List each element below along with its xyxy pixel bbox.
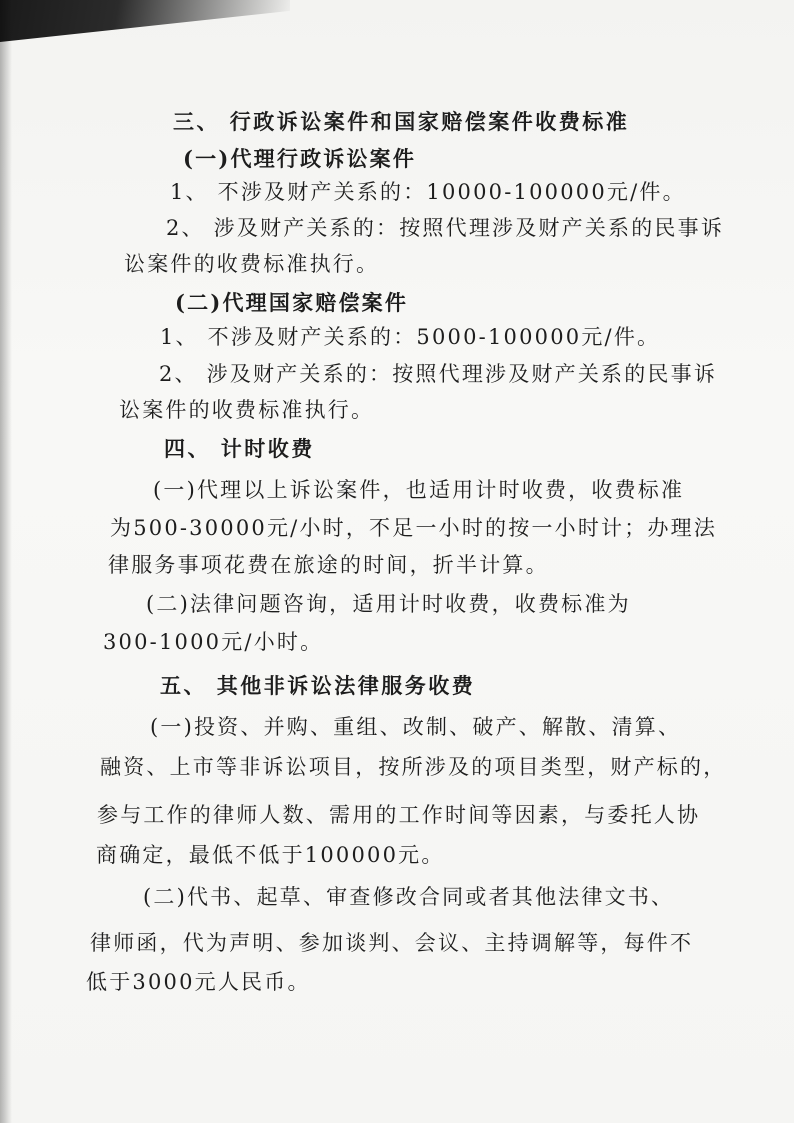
section-3-title: 三、 行政诉讼案件和国家赔偿案件收费标准 (173, 109, 630, 134)
section-5-para-2-line-1: (二)代书、起草、审查修改合同或者其他法律文书、 (143, 885, 675, 909)
section-5-title: 五、 其他非诉讼法律服务收费 (160, 673, 476, 698)
section-3-sub-1-title: (一)代理行政诉讼案件 (183, 146, 417, 171)
section-4-para-2-line-1: (二)法律问题咨询，适用计时收费，收费标准为 (146, 592, 631, 616)
section-3-sub-1-item-1: 1、 不涉及财产关系的：10000-100000元/件。 (170, 180, 686, 204)
section-5-para-2-line-2: 律师函，代为声明、参加谈判、会议、主持调解等，每件不 (90, 931, 694, 955)
section-3-sub-2-item-2-line-1: 2、 涉及财产关系的：按照代理涉及财产关系的民事诉 (159, 362, 718, 386)
section-4-para-1-line-1: (一)代理以上诉讼案件，也适用计时收费，收费标准 (153, 478, 685, 502)
section-5-para-2-line-3: 低于3000元人民币。 (86, 970, 311, 994)
scan-shadow (0, 0, 290, 42)
section-5-para-1-line-2: 融资、上市等非诉讼项目，按所涉及的项目类型，财产标的， (100, 755, 727, 779)
section-5-para-1-line-3: 参与工作的律师人数、需用的工作时间等因素，与委托人协 (97, 803, 701, 827)
section-3-sub-2-item-1: 1、 不涉及财产关系的：5000-100000元/件。 (160, 325, 661, 349)
section-3-sub-1-item-2-line-1: 2、 涉及财产关系的：按照代理涉及财产关系的民事诉 (166, 216, 725, 240)
section-4-title: 四、 计时收费 (164, 436, 315, 461)
section-3-sub-1-item-2-line-2: 讼案件的收费标准执行。 (124, 252, 380, 276)
scan-edge-shadow (0, 0, 12, 1123)
section-3-sub-2-item-2-line-2: 讼案件的收费标准执行。 (119, 398, 375, 422)
section-5-para-1-line-4: 商确定，最低不低于100000元。 (96, 843, 445, 867)
section-4-para-1-line-2: 为500-30000元/小时，不足一小时的按一小时计；办理法 (110, 516, 718, 540)
section-4-para-2-line-2: 300-1000元/小时。 (103, 630, 324, 654)
section-3-sub-2-title: (二)代理国家赔偿案件 (175, 290, 409, 315)
section-5-para-1-line-1: (一)投资、并购、重组、改制、破产、解散、清算、 (150, 715, 682, 739)
section-4-para-1-line-3: 律服务事项花费在旅途的时间，折半计算。 (108, 553, 549, 577)
